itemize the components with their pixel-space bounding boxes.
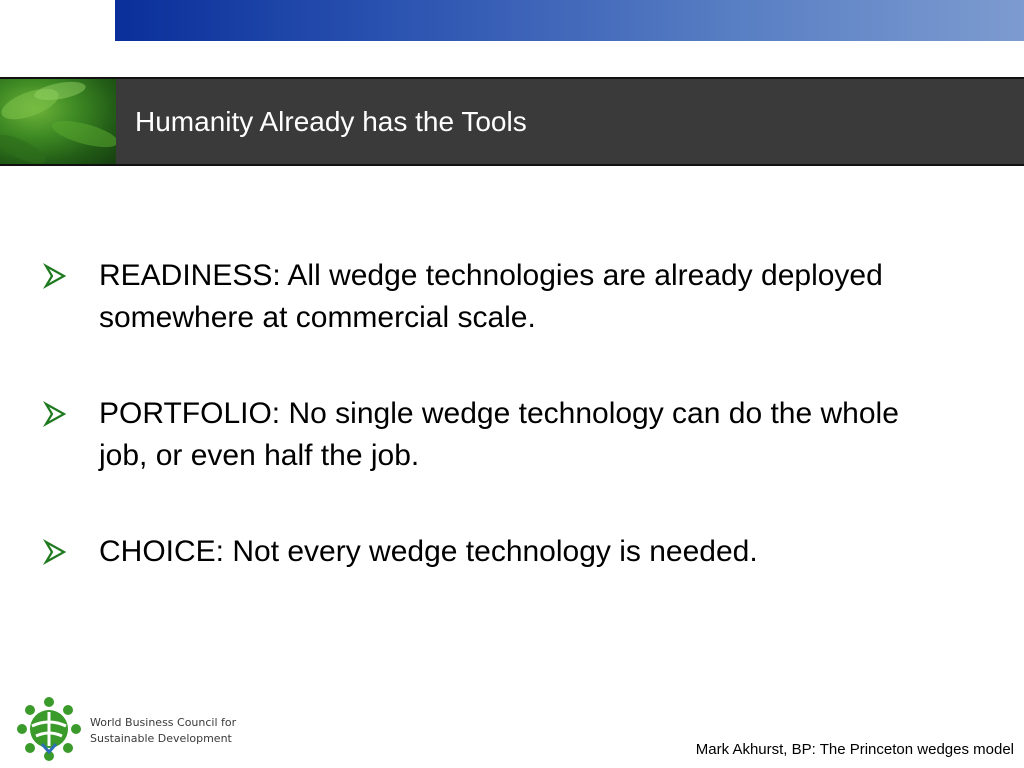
title-bar [0, 77, 1024, 166]
header-color-band [115, 0, 1024, 41]
bullet-text: READINESS: All wedge technologies are already deployed somewhere at commercial scale. [99, 259, 883, 334]
arrowhead-bullet-icon [42, 401, 68, 427]
bullet-readiness [42, 255, 942, 339]
bullet-choice [42, 531, 942, 573]
slide-title: Humanity Already has the Tools [135, 106, 527, 137]
wbcsd-globe-logo-icon [14, 694, 84, 764]
logo-line-2: Sustainable Development [90, 732, 232, 745]
bullet-list [42, 255, 942, 573]
bullet-text: PORTFOLIO: No single wedge technology can do the whole job, or even half the job. [99, 397, 899, 472]
bullet-portfolio [42, 393, 942, 477]
arrowhead-bullet-icon [42, 263, 68, 289]
footer-credit: Mark Akhurst, BP: The Princeton wedges model [695, 741, 1014, 758]
logo-text [90, 715, 250, 747]
wbcsd-logo [14, 694, 244, 764]
logo-line-1: World Business Council for [90, 716, 237, 729]
bullet-text: CHOICE: Not every wedge technology is needed. [99, 535, 758, 568]
arrowhead-bullet-icon [42, 539, 68, 565]
green-leaves-image [0, 79, 116, 164]
